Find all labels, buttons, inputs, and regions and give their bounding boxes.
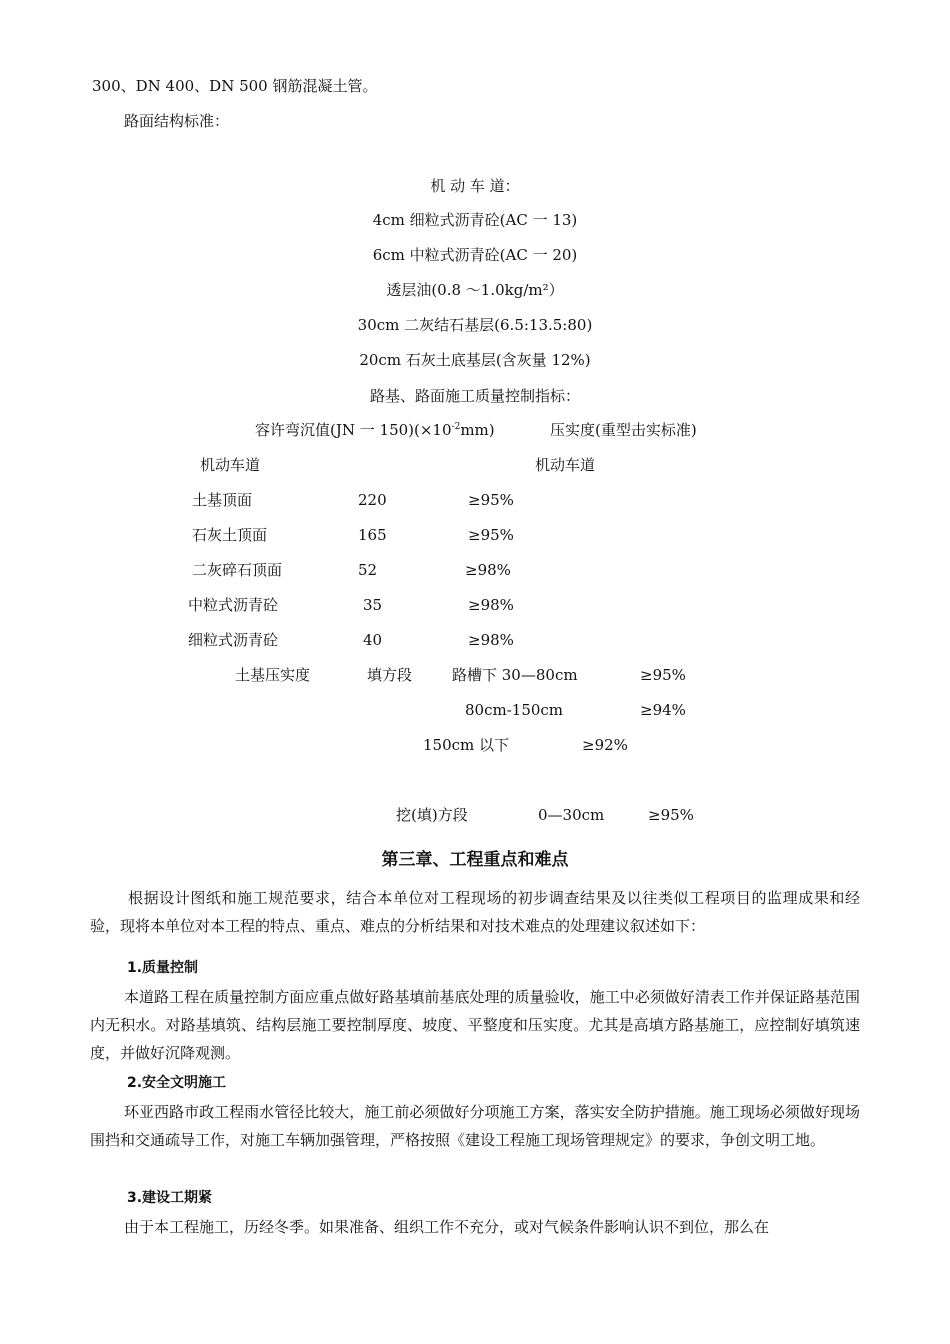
deflection-header: 容许弯沉值(JN 一 $150)(\times 10^{-2}mm)$ [255, 421, 495, 439]
layer-4: 30cm 二灰结石基层(6.5:13.5:80) [357, 316, 593, 334]
fill-range: 150cm 以下 [423, 736, 510, 754]
row-name: 土基顶面 [192, 491, 253, 509]
continued-line: 300、DN 400、DN 500 钢筋混凝土管。 [92, 77, 378, 95]
layer-1: 4cm 细粒式沥青砼(AC 一 13) [372, 211, 578, 229]
pavement-structure-label: 路面结构标准： [124, 112, 230, 130]
layer-3: 透层油(0.8 ～1.0kg/m²） [386, 281, 564, 299]
cut-value: ≥95% [648, 806, 694, 824]
row-compaction: ≥98% [465, 561, 511, 579]
row-compaction: ≥95% [468, 491, 514, 509]
layer-5: 20cm 石灰土底基层(含灰量 12%) [359, 351, 591, 369]
section-body-schedule: 由于本工程施工，历经冬季。如果准备、组织工作不充分，或对气候条件影响认识不到位，那么在 [124, 1218, 770, 1236]
subheader-right: 机动车道 [535, 456, 596, 474]
chapter-title: 第三章、工程重点和难点 [381, 850, 569, 870]
row-deflection: 52 [358, 561, 378, 579]
cut-section-label: 挖(填)方段 [396, 806, 468, 824]
section-body-quality: 本道路工程在质量控制方面应重点做好路基填前基底处理的质量验收，施工中必须做好清表工作并保证路基范围内无积水。对路基填筑、结构层施工要控制厚度、坡度、平整度和压实度。尤其是高填方路基施工，应控制好填筑速度，并做好沉降观测。 [90, 988, 860, 1062]
row-name: 细粒式沥青砼 [188, 631, 279, 649]
row-name: 二灰碎石顶面 [192, 561, 283, 579]
row-compaction: ≥98% [468, 596, 514, 614]
fill-value: ≥94% [640, 701, 686, 719]
row-deflection: 40 [363, 631, 383, 649]
subheader-left: 机动车道 [200, 456, 261, 474]
fill-value: ≥92% [582, 736, 628, 754]
compaction-header: 压实度(重型击实标准) [550, 421, 697, 439]
row-deflection: 220 [358, 491, 387, 509]
soil-compaction-label: 土基压实度 [235, 666, 311, 684]
layer-2: 6cm 中粒式沥青砼(AC 一 20) [372, 246, 578, 264]
chapter-intro: 根据设计图纸和施工规范要求，结合本单位对工程现场的初步调查结果及以往类似工程项目的监理成果和经验，现将本单位对本工程的特点、重点、难点的分析结果和对技术难点的处理建议叙述如下： [90, 889, 860, 935]
section-heading-quality: 1.质量控制 [127, 960, 199, 976]
fill-range: 路槽下 30—80cm [452, 666, 578, 684]
fill-value: ≥95% [640, 666, 686, 684]
cut-range: 0—30cm [538, 806, 605, 824]
motorway-title: 机 动 车 道： [430, 177, 520, 195]
fill-range: 80cm-150cm [465, 701, 564, 719]
row-name: 石灰土顶面 [192, 526, 268, 544]
row-compaction: ≥95% [468, 526, 514, 544]
fill-section-label: 填方段 [367, 666, 413, 684]
section-body-safety: 环亚西路市政工程雨水管径比较大，施工前必须做好分项施工方案，落实安全防护措施。施工现场必须做好现场围挡和交通疏导工作，对施工车辆加强管理，严格按照《建设工程施工现场管理规定》的要求，争创文明工地。 [90, 1103, 860, 1149]
section-heading-safety: 2.安全文明施工 [127, 1075, 227, 1091]
row-deflection: 35 [363, 596, 383, 614]
quality-title: 路基、路面施工质量控制指标： [369, 387, 580, 405]
section-heading-schedule: 3.建设工期紧 [127, 1190, 213, 1206]
row-compaction: ≥98% [468, 631, 514, 649]
row-deflection: 165 [358, 526, 387, 544]
row-name: 中粒式沥青砼 [188, 596, 279, 614]
